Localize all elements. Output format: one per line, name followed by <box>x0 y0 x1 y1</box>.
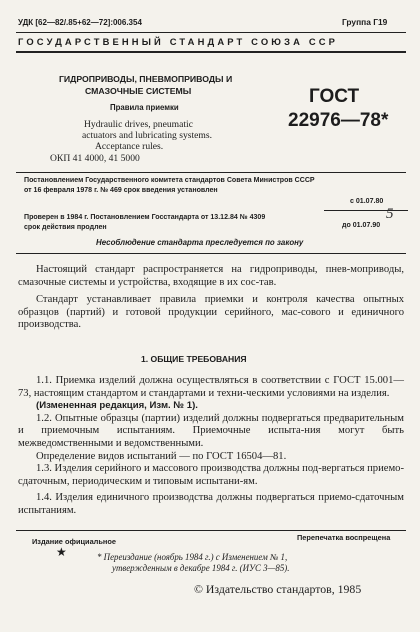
header-rule-top <box>16 32 406 33</box>
decree-line-2: от 16 февраля 1978 г. № 469 срок введения установлен <box>24 187 218 194</box>
footer-rule <box>16 530 406 531</box>
penalty-notice: Несоблюдение стандарта преследуется по закону <box>96 238 304 247</box>
clause-1-3: 1.3. Изделия серийного и массового производства должны под-вергаться приемо-сдаточным, периодическим и типовым испытани-ям. <box>18 463 404 487</box>
decree-rule <box>324 210 408 211</box>
decree-line-1: Постановлением Государственного комитета стандартов Совета Министров СССР <box>24 177 315 184</box>
english-title <box>84 119 212 152</box>
english-title-line-3: Acceptance rules. <box>95 141 164 152</box>
decree-date-2: до 01.07.90 <box>342 222 381 229</box>
gost-number: 22976—78* <box>288 110 389 131</box>
clause-1-1: 1.1. Приемка изделий должна осуществляться в соответствии с ГОСТ 15.001—73, настоящим стандартом и стандартами и техни-ческими условиями на изделия. <box>18 375 404 399</box>
official-edition: Издание официальное <box>32 537 117 546</box>
footnote-line-2: утвержденным в декабре 1984 г. (ИУС 3—85). <box>112 563 290 573</box>
section-heading: 1. ОБЩИЕ ТРЕБОВАНИЯ <box>141 354 247 364</box>
intro-text <box>18 264 404 332</box>
copyright-notice: © Издательство стандартов, 1985 <box>194 582 362 596</box>
title-line-2: СМАЗОЧНЫЕ СИСТЕМЫ <box>85 86 192 96</box>
okp-code: ОКП 41 4000, 41 5000 <box>50 153 140 164</box>
group-code: Группа Г19 <box>342 17 388 27</box>
footnote-line-1: * Переиздание (ноябрь 1984 г.) с Изменением № 1, <box>97 552 288 562</box>
subtitle: Правила приемки <box>110 103 179 112</box>
reprint-notice: Перепечатка воспрещена <box>297 533 391 542</box>
gost-label: ГОСТ <box>309 86 360 107</box>
decree-date-1: с 01.07.80 <box>350 198 384 205</box>
english-title-line-1: Hydraulic drives, pneumatic <box>84 119 193 130</box>
section-body <box>18 375 404 518</box>
handwritten-mark: 5 <box>386 206 394 222</box>
udk-code: УДК [62—82/.85+62—72]:006.354 <box>18 18 142 27</box>
clause-1-2: 1.2. Опытные образцы (партии) изделий должны подвергаться предварительным и приемочным испытаниям. Приемочные испыта-ния могут быть межведомственными и ведомственными. <box>18 412 404 449</box>
star-mark: ★ <box>56 545 67 559</box>
checked-line-2: срок действия продлен <box>24 224 107 231</box>
standard-title: ГОСУДАРСТВЕННЫЙ СТАНДАРТ СОЮЗА ССР <box>18 36 339 47</box>
header-rule-bottom <box>16 51 406 53</box>
clause-1-4: 1.4. Изделия единичного производства должны подвергаться приемо-сдаточным испытаниям. <box>18 492 404 516</box>
title-block-rule <box>16 172 406 173</box>
english-title-line-2: actuators and lubricating systems. <box>82 130 213 141</box>
checked-line-1: Проверен в 1984 г. Постановлением Госстандарта от 13.12.84 № 4309 <box>24 214 266 221</box>
decree-bottom-rule <box>16 253 406 254</box>
intro-paragraph-1: Настоящий стандарт распространяется на гидроприводы, пнев-моприводы, смазочные системы и устройства, входящие в их сос-тав. <box>18 264 404 288</box>
methods-reference: Определение видов испытаний — по ГОСТ 16504—81. <box>36 450 287 462</box>
revision-note: (Измененная редакция, Изм. № 1). <box>36 400 198 412</box>
intro-paragraph-2: Стандарт устанавливает правила приемки и контроля качества опытных образцов (партий) и готовой продукции серийного, мас-сового и единичного производства. <box>18 294 404 331</box>
reprint-footnote <box>97 552 290 574</box>
title-line-1: ГИДРОПРИВОДЫ, ПНЕВМОПРИВОДЫ И <box>59 74 233 84</box>
